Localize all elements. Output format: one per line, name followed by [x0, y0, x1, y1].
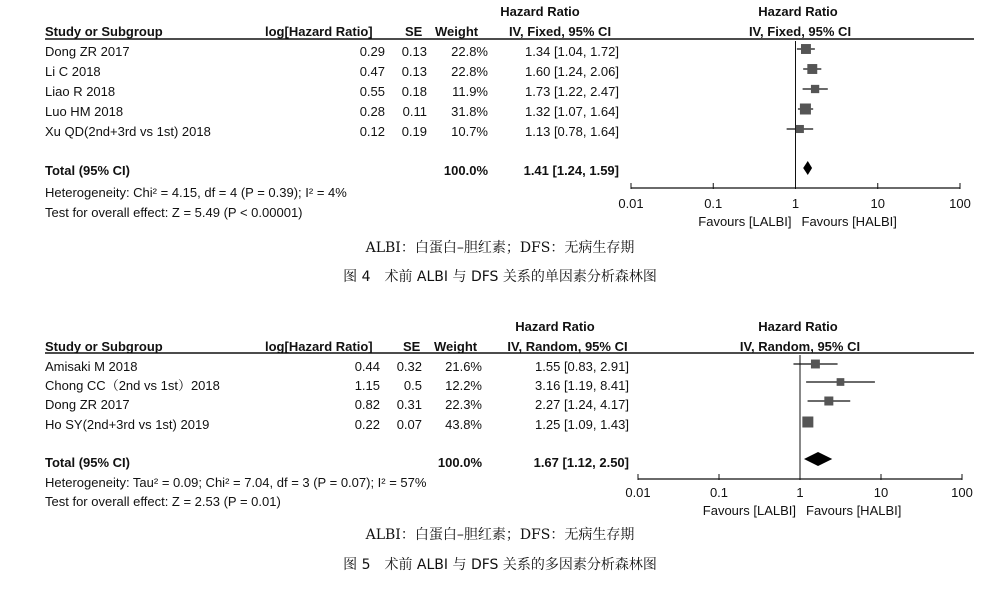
study-loghr: 0.28	[359, 104, 385, 119]
figure-caption: 图 4 术前 ALBI 与 DFS 关系的单因素分析森林图	[343, 269, 657, 285]
heterogeneity-text: Heterogeneity: Chi² = 4.15, df = 4 (P = 0.39); I² = 4%	[45, 185, 347, 200]
forest-plot-fig5-marks	[45, 353, 974, 518]
col-header-hr-sub: IV, Fixed, 95% CI	[508, 24, 612, 39]
summary-diamond	[803, 161, 812, 175]
study-weight: 22.8%	[451, 64, 488, 79]
study-name: Xu QD(2nd+3rd vs 1st) 2018	[45, 124, 211, 139]
study-weight-square	[807, 64, 817, 74]
hr-header-top: Hazard Ratio	[515, 319, 595, 334]
total-ci: 1.41 [1.24, 1.59]	[523, 163, 619, 178]
study-name: Li C 2018	[45, 64, 101, 79]
study-weight: 31.8%	[451, 104, 488, 119]
study-weight: 22.8%	[451, 44, 488, 59]
study-name: Ho SY(2nd+3rd vs 1st) 2019	[45, 417, 210, 432]
study-loghr: 0.47	[359, 64, 385, 79]
total-weight: 100.0%	[437, 455, 482, 470]
favours-left-label: Favours [LALBI]	[698, 214, 792, 229]
x-tick-label: 10	[870, 196, 885, 211]
study-se: 0.32	[396, 359, 422, 374]
total-label: Total (95% CI)	[45, 163, 130, 178]
study-ci: 1.55 [0.83, 2.91]	[535, 359, 629, 374]
figure-caption: 图 5 术前 ALBI 与 DFS 关系的多因素分析森林图	[343, 557, 657, 573]
hr-header-top: Hazard Ratio	[500, 4, 580, 19]
study-loghr: 0.12	[359, 124, 385, 139]
total-weight: 100.0%	[443, 163, 488, 178]
col-header-study: Study or Subgroup	[45, 24, 163, 39]
x-tick-label: 0.01	[618, 196, 644, 211]
col-header-se: SE	[405, 24, 423, 39]
study-weight-square	[800, 104, 811, 115]
study-weight-square	[811, 85, 819, 93]
col-header-hr-sub: IV, Random, 95% CI	[507, 339, 628, 354]
study-weight: 21.6%	[445, 359, 482, 374]
study-se: 0.19	[401, 124, 427, 139]
abbreviation-note: ALBI：白蛋白–胆红素；DFS：无病生存期	[365, 527, 635, 543]
study-weight: 11.9%	[452, 84, 488, 99]
study-ci: 2.27 [1.24, 4.17]	[535, 397, 629, 412]
favours-left-label: Favours [LALBI]	[702, 503, 796, 518]
total-label: Total (95% CI)	[45, 455, 130, 470]
favours-right-label: Favours [HALBI]	[806, 503, 902, 518]
study-weight-square	[824, 397, 833, 406]
study-loghr: 0.44	[354, 359, 380, 374]
study-weight: 10.7%	[451, 124, 488, 139]
study-loghr: 0.55	[359, 84, 385, 99]
x-tick-label: 10	[873, 485, 889, 500]
plot-header-top: Hazard Ratio	[758, 4, 838, 19]
study-weight: 22.3%	[445, 397, 482, 412]
study-weight-square	[802, 417, 813, 428]
col-header-weight: Weight	[434, 339, 478, 354]
x-tick-label: 0.1	[704, 196, 723, 211]
study-ci: 1.60 [1.24, 2.06]	[525, 64, 619, 79]
study-name: Chong CC（2nd vs 1st）2018	[45, 378, 220, 393]
study-ci: 1.34 [1.04, 1.72]	[525, 44, 619, 59]
plot-header-sub: IV, Fixed, 95% CI	[748, 24, 852, 39]
study-weight: 12.2%	[445, 378, 482, 393]
x-tick-label: 100	[949, 196, 971, 211]
study-name: Luo HM 2018	[45, 104, 124, 119]
overall-effect-text: Test for overall effect: Z = 5.49 (P < 0.00001)	[45, 205, 303, 220]
study-se: 0.18	[401, 84, 427, 99]
study-name: Amisaki M 2018	[45, 359, 138, 374]
study-weight-square	[801, 44, 811, 54]
total-ci: 1.67 [1.12, 2.50]	[533, 455, 629, 470]
study-name: Dong ZR 2017	[45, 397, 130, 412]
study-ci: 3.16 [1.19, 8.41]	[535, 378, 629, 393]
study-loghr: 0.82	[354, 397, 380, 412]
x-tick-label: 1	[796, 485, 804, 500]
x-tick-label: 0.01	[625, 485, 651, 500]
x-tick-label: 1	[791, 196, 800, 211]
study-se: 0.13	[401, 64, 427, 79]
study-weight-square	[811, 360, 820, 369]
study-se: 0.31	[396, 397, 422, 412]
col-header-weight: Weight	[435, 24, 479, 39]
study-ci: 1.73 [1.22, 2.47]	[525, 84, 619, 99]
study-se: 0.07	[396, 417, 422, 432]
plot-header-top: Hazard Ratio	[758, 319, 838, 334]
study-loghr: 0.22	[354, 417, 380, 432]
study-weight-square	[837, 378, 845, 386]
favours-right-label: Favours [HALBI]	[801, 214, 897, 229]
x-tick-label: 0.1	[709, 485, 729, 500]
col-header-loghr: log[Hazard Ratio]	[265, 339, 373, 354]
overall-effect-text: Test for overall effect: Z = 2.53 (P = 0.01)	[45, 494, 281, 509]
study-se: 0.13	[401, 44, 427, 59]
study-loghr: 0.29	[359, 44, 385, 59]
x-tick-label: 100	[951, 485, 973, 500]
study-se: 0.11	[402, 104, 427, 119]
col-header-loghr: log[Hazard Ratio]	[265, 24, 373, 39]
study-name: Dong ZR 2017	[45, 44, 130, 59]
study-loghr: 1.15	[354, 378, 380, 393]
heterogeneity-text: Heterogeneity: Tau² = 0.09; Chi² = 7.04, df = 3 (P = 0.07); I² = 57%	[45, 475, 427, 490]
study-se: 0.5	[403, 378, 422, 393]
col-header-se: SE	[403, 339, 421, 354]
study-ci: 1.13 [0.78, 1.64]	[525, 124, 619, 139]
forest-plot-fig4-marks	[45, 39, 974, 229]
summary-diamond	[804, 452, 832, 466]
study-name: Liao R 2018	[45, 84, 116, 99]
study-ci: 1.32 [1.07, 1.64]	[525, 104, 619, 119]
study-weight-square	[796, 125, 804, 133]
abbreviation-note: ALBI：白蛋白–胆红素；DFS：无病生存期	[365, 240, 635, 256]
study-ci: 1.25 [1.09, 1.43]	[535, 417, 629, 432]
col-header-study: Study or Subgroup	[45, 339, 163, 354]
study-weight: 43.8%	[445, 417, 482, 432]
plot-header-sub: IV, Random, 95% CI	[739, 339, 861, 354]
